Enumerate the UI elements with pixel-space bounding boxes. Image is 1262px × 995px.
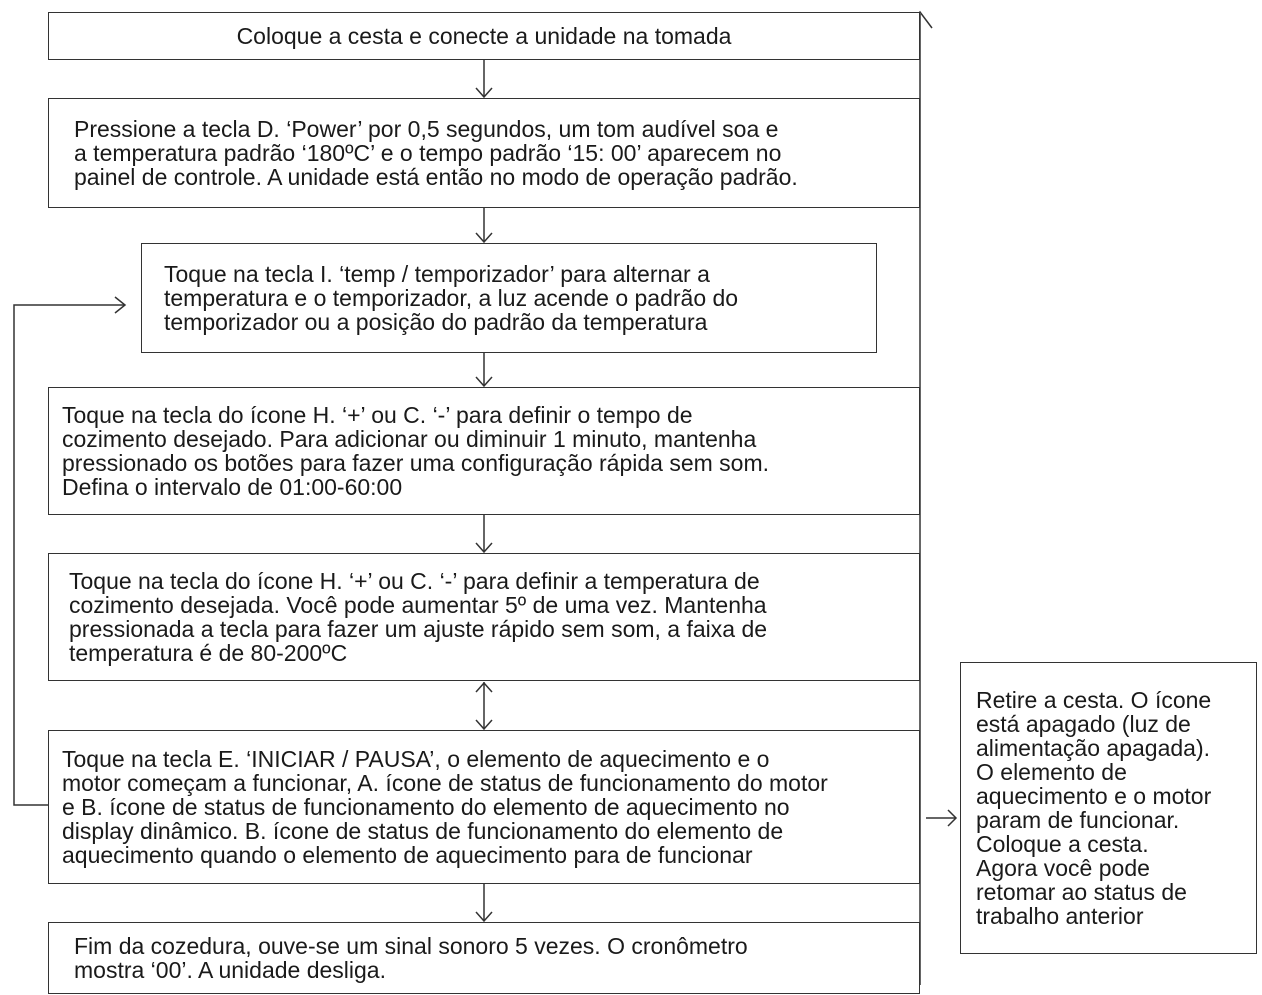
- step-3-box: [141, 243, 877, 353]
- box-text-line: painel de controle. A unidade está então no modo de operação padrão.: [74, 164, 798, 190]
- box-text-line: a temperatura padrão ‘180ºC’ e o tempo padrão ‘15: 00’ aparecem no: [74, 140, 782, 166]
- step-2-box: [48, 98, 920, 208]
- box-text-line: Coloque a cesta e conecte a unidade na tomada: [236, 23, 732, 49]
- box-text-line: pressionado os botões para fazer uma configuração rápida sem som.: [62, 450, 770, 476]
- box-text-line: Toque na tecla E. ‘INICIAR / PAUSA’, o elemento de aquecimento e o: [62, 746, 770, 772]
- box-text-line: aquecimento e o motor: [976, 783, 1212, 809]
- box-text-line: Agora você pode: [976, 855, 1150, 881]
- box-text-line: mostra ‘00’. A unidade desliga.: [74, 957, 386, 983]
- side-note-box: [960, 662, 1257, 954]
- step-1-box: [48, 12, 920, 60]
- box-text-line: retomar ao status de: [976, 879, 1187, 905]
- box-text-line: Toque na tecla do ícone H. ‘+’ ou C. ‘-’ para definir a temperatura de: [69, 568, 760, 594]
- step-4-box: [48, 387, 920, 515]
- arrow-step6-step7: [476, 884, 492, 921]
- box-text-line: Toque na tecla do ícone H. ‘+’ ou C. ‘-’ para definir o tempo de: [62, 402, 693, 428]
- arrow-to-side-box: [926, 810, 956, 826]
- box-text-line: cozimento desejado. Para adicionar ou diminuir 1 minuto, mantenha: [62, 426, 757, 452]
- loop-arrow-step6-to-step3: [14, 297, 125, 805]
- arrow-step1-step2: [476, 60, 492, 97]
- box-text-line: cozimento desejada. Você pode aumentar 5º de uma vez. Mantenha: [69, 592, 767, 618]
- box-text-line: temporizador ou a posição do padrão da temperatura: [164, 309, 708, 335]
- arrow-step5-step6-bidirectional: [476, 682, 492, 729]
- box-text-line: pressionada a tecla para fazer um ajuste rápido sem som, a faixa de: [69, 616, 768, 642]
- box-text-line: Defina o intervalo de 01:00-60:00: [62, 474, 403, 500]
- box-text-line: está apagado (luz de: [976, 711, 1191, 737]
- step-5-box: [48, 553, 920, 681]
- box-text-line: e B. ícone de status de funcionamento do elemento de aquecimento no: [62, 794, 790, 820]
- box-text-line: param de funcionar.: [976, 807, 1180, 833]
- box-text-line: temperatura e o temporizador, a luz acende o padrão do: [164, 285, 739, 311]
- arrow-step2-step3: [476, 208, 492, 242]
- arrow-step4-step5: [476, 515, 492, 552]
- box-text-line: Retire a cesta. O ícone: [976, 687, 1212, 713]
- arrow-step3-step4: [476, 353, 492, 386]
- step-6-box: [48, 730, 920, 884]
- box-text-line: aquecimento quando o elemento de aquecimento para de funcionar: [62, 842, 753, 868]
- box-text-line: alimentação apagada).: [976, 735, 1210, 761]
- box-text-line: Coloque a cesta.: [976, 831, 1149, 857]
- box-text-line: display dinâmico. B. ícone de status de funcionamento do elemento de: [62, 818, 784, 844]
- box-text-line: O elemento de: [976, 759, 1127, 785]
- step-7-box: [48, 922, 920, 994]
- box-text-line: trabalho anterior: [976, 903, 1144, 929]
- box-text-line: temperatura é de 80-200ºC: [69, 640, 348, 666]
- box-text-line: Pressione a tecla D. ‘Power’ por 0,5 segundos, um tom audível soa e: [74, 116, 779, 142]
- box-text-line: Fim da cozedura, ouve-se um sinal sonoro 5 vezes. O cronômetro: [74, 933, 748, 959]
- box-text-line: motor começam a funcionar, A. ícone de status de funcionamento do motor: [62, 770, 828, 796]
- box-text-line: Toque na tecla I. ‘temp / temporizador’ para alternar a: [164, 261, 710, 287]
